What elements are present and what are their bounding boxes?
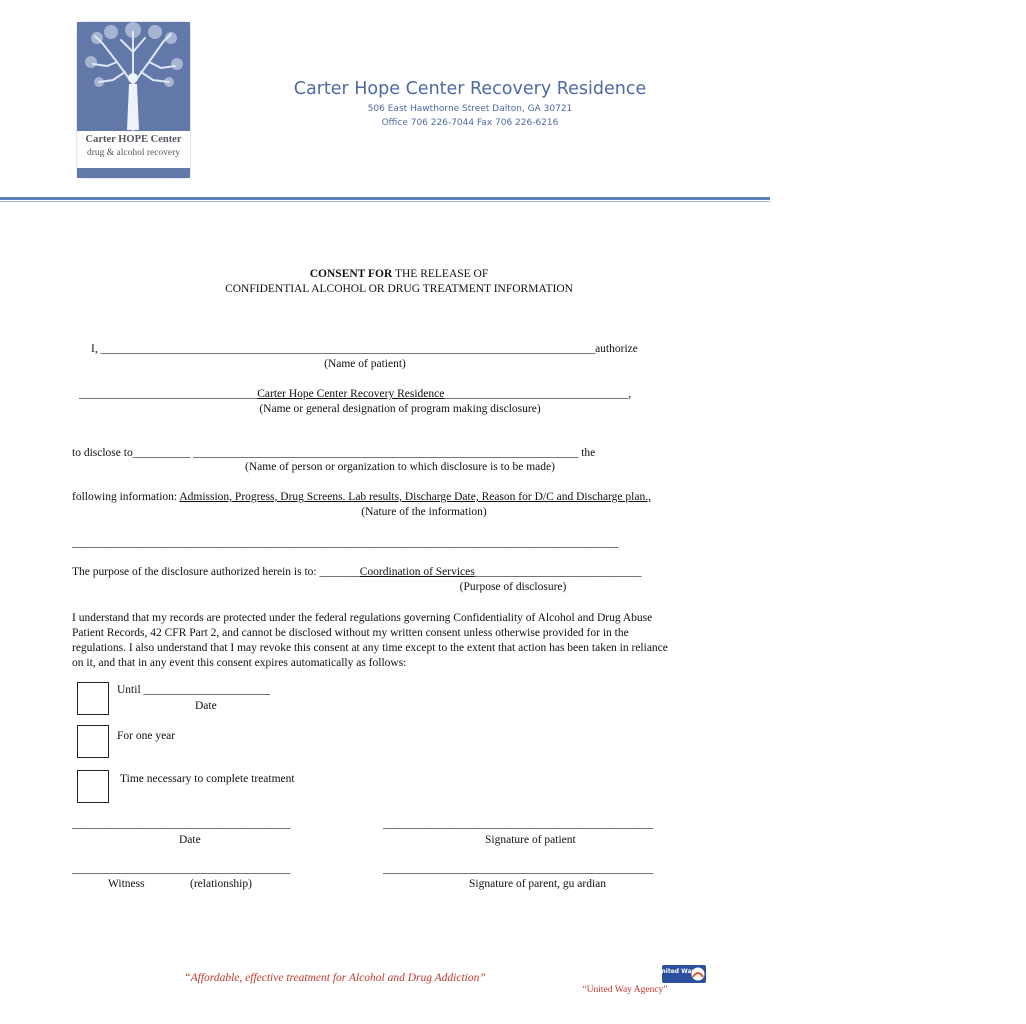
patient-name-caption: (Name of patient) xyxy=(324,358,406,370)
logo-subtitle: drug & alcohol recovery xyxy=(86,148,181,158)
tree-figure-icon xyxy=(77,22,190,131)
paragraph-line: Patient Records, 42 CFR Part 2, and cannot be disclosed without my written consent unless otherwise provided for in the xyxy=(72,627,629,639)
disclose-to-caption: (Name of person or organization to which disclosure is to be made) xyxy=(245,461,555,473)
until-option-label: Until ______________________ xyxy=(117,684,271,696)
logo-title: Carter HOPE Center xyxy=(85,134,182,145)
one-year-option-label: For one year xyxy=(117,730,176,742)
information-prefix: following information: xyxy=(72,491,180,503)
purpose-suffix: _____________________________ xyxy=(474,566,642,578)
organization-address: 506 East Hawthorne Street Dalton, GA 30721 xyxy=(367,104,573,114)
witness-signature-line[interactable]: ______________________________________ xyxy=(72,863,291,875)
treatment-checkbox[interactable] xyxy=(77,770,109,803)
program-caption: (Name or general designation of program making disclosure) xyxy=(259,403,541,415)
paragraph-line: on it, and that in any event this consent expires automatically as follows: xyxy=(72,657,407,669)
organization-name: Carter Hope Center Recovery Residence xyxy=(293,79,647,99)
footer-tagline: “Affordable, effective treatment for Alcohol and Drug Addiction” xyxy=(184,972,486,984)
patient-signature-label: Signature of patient xyxy=(485,834,576,846)
organization-phone: Office 706 226-7044 Fax 706 226-6216 xyxy=(381,118,559,128)
information-value[interactable]: Admission, Progress, Drug Screens. Lab results, Discharge Date, Reason for D/C and Discharge plan., xyxy=(179,491,651,503)
program-prefix: _______________________________ xyxy=(79,388,258,400)
blank-line[interactable]: _______________________________________________________________________________________________ xyxy=(72,537,619,549)
patient-signature-line[interactable]: _______________________________________________ xyxy=(383,818,654,830)
program-line xyxy=(79,388,631,400)
purpose-prefix: The purpose of the disclosure authorized herein is to: _______ xyxy=(72,566,360,578)
purpose-caption: (Purpose of disclosure) xyxy=(459,581,567,593)
guardian-signature-label: Signature of parent, gu ardian xyxy=(469,878,606,890)
date-label: Date xyxy=(179,834,201,846)
one-year-checkbox[interactable] xyxy=(77,725,109,758)
header-rule-thin xyxy=(0,201,770,202)
guardian-signature-line[interactable]: _______________________________________________ xyxy=(383,863,654,875)
purpose-line xyxy=(72,566,641,578)
information-caption: (Nature of the information) xyxy=(361,506,487,518)
purpose-value[interactable]: Coordination of Services xyxy=(359,566,475,578)
header-rule xyxy=(0,197,770,200)
form-subtitle: CONFIDENTIAL ALCOHOL OR DRUG TREATMENT INFORMATION xyxy=(225,283,573,295)
title-bold: CONSENT FOR xyxy=(309,268,393,280)
date-signature-line[interactable]: ______________________________________ xyxy=(72,818,291,830)
united-way-logo xyxy=(656,965,706,983)
consent-paragraph xyxy=(72,611,752,671)
treatment-option-label: Time necessary to complete treatment xyxy=(120,773,295,785)
information-line xyxy=(72,491,651,503)
until-date-caption: Date xyxy=(195,700,217,712)
paragraph-line: I understand that my records are protected under the federal regulations governing Confidentiality of Alcohol and Drug Abuse xyxy=(72,612,653,624)
form-title xyxy=(0,268,798,280)
patient-name-line[interactable]: I, ______________________________________________________________________________________authorize xyxy=(91,343,638,355)
title-rest: THE RELEASE OF xyxy=(392,268,489,280)
program-value[interactable]: Carter Hope Center Recovery Residence xyxy=(257,388,445,400)
relationship-label: (relationship) xyxy=(190,878,252,890)
agency-label: “United Way Agency” xyxy=(582,985,668,995)
witness-label: Witness xyxy=(108,878,145,890)
paragraph-line: regulations. I also understand that I may revoke this consent at any time except to the extent that action has been taken in reliance xyxy=(72,642,668,654)
disclose-to-line[interactable]: to disclose to__________ ___________________________________________________________________ the xyxy=(72,447,596,459)
united-way-logo-text: United Way xyxy=(656,968,696,975)
program-suffix: ________________________________, xyxy=(444,388,632,400)
until-checkbox[interactable] xyxy=(77,682,109,715)
logo-bar xyxy=(77,168,190,178)
organization-logo xyxy=(77,22,190,178)
